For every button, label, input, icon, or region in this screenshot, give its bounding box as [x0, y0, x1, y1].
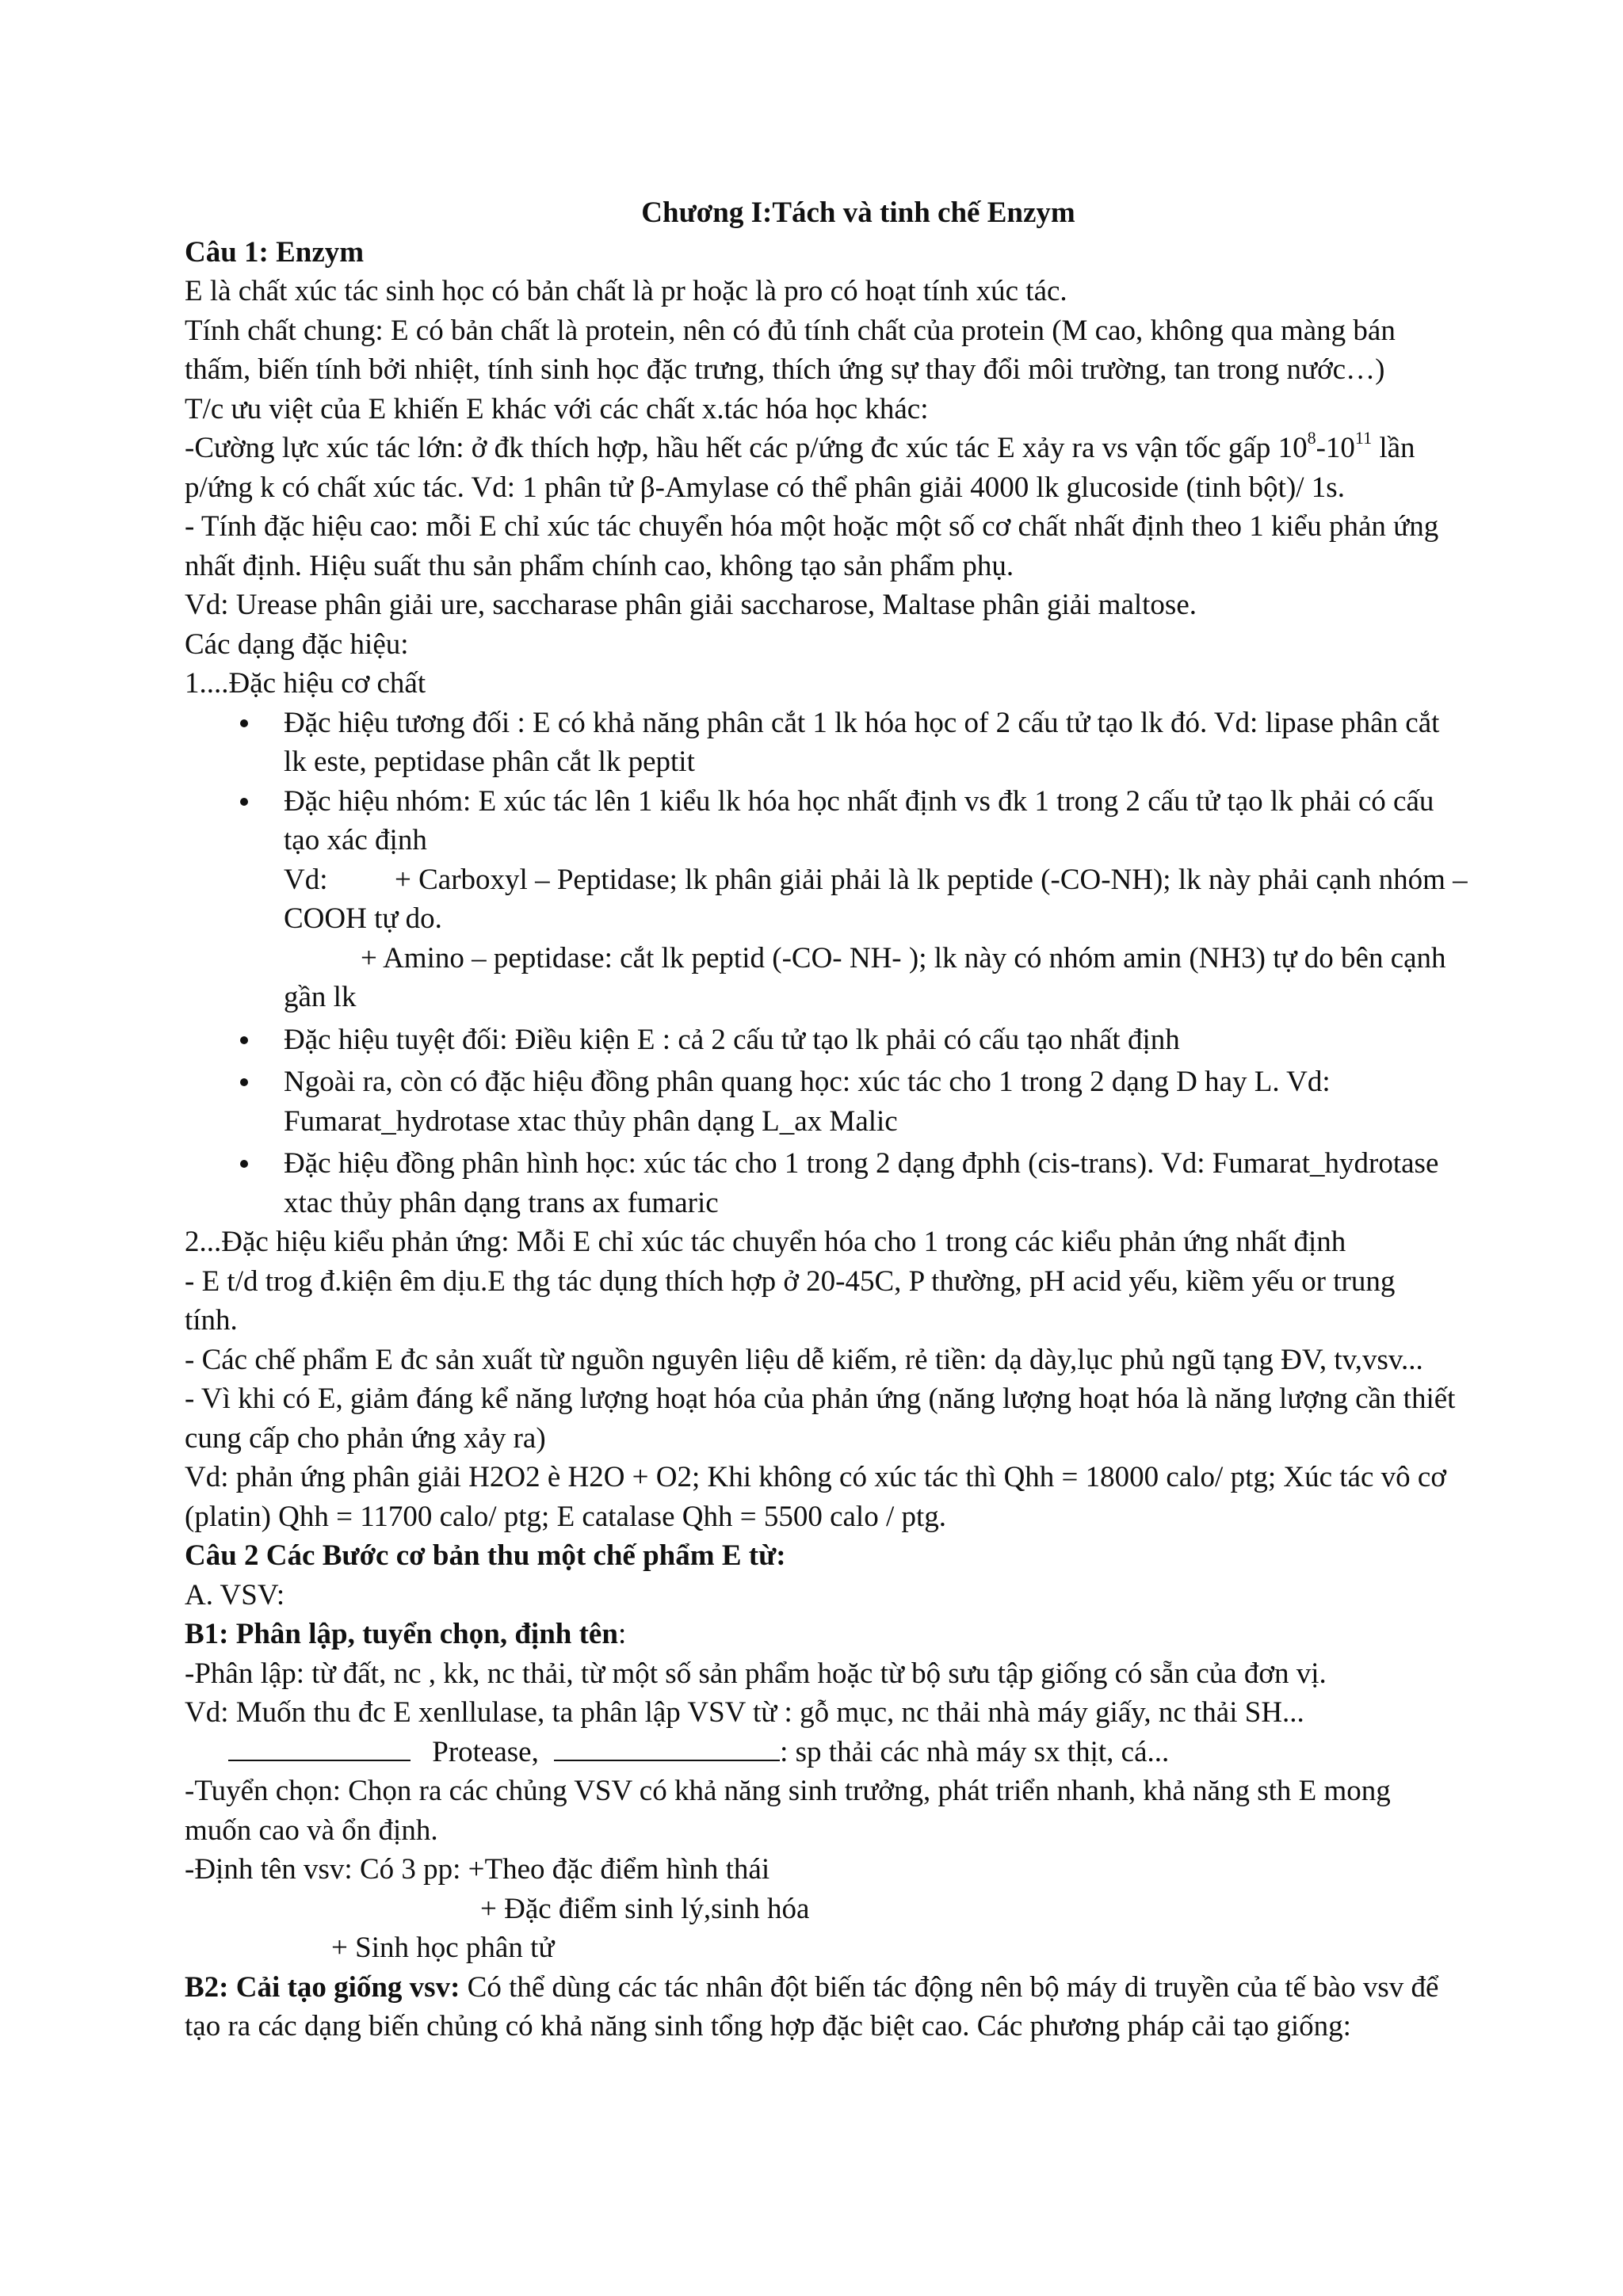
chapter-title: Chương I:Tách và tinh chế Enzym — [641, 196, 1075, 229]
bullet-dot-icon — [240, 798, 248, 806]
paragraph-h2o2-example-line1: Vd: phản ứng phân giải H2O2 è H2O + O2; Khi không có xúc tác thì Qhh = 18000 calo/ ptg; Xúc tác vô cơ — [185, 1461, 1446, 1493]
paragraph-isolation: -Phân lập: từ đất, nc , kk, nc thải, từ một số sản phẩm hoặc từ bộ sưu tập giống có sẵn của đơn vị. — [185, 1657, 1327, 1690]
step-b1-title: B1: Phân lập, tuyển chọn, định tên — [185, 1618, 618, 1650]
carboxyl-line1: + Carboxyl – Peptidase; lk phân giải phải là lk peptide (-CO-NH); lk này phải cạnh nhóm – — [395, 863, 1468, 896]
paragraph-urease-example: Vd: Urease phân giải ure, saccharase phân giải saccharose, Maltase phân giải maltose. — [185, 589, 1197, 621]
specificity-bullet-list — [185, 704, 1484, 1223]
paragraph-h2o2-example-line2: (platin) Qhh = 11700 calo/ ptg; E catalase Qhh = 5500 calo / ptg. — [185, 1500, 947, 1533]
document-body — [185, 193, 1484, 2046]
paragraph-selection-line2: muốn cao và ổn định. — [185, 1814, 438, 1847]
list-item-line1: Đặc hiệu nhóm: E xúc tác lên 1 kiểu lk hóa học nhất định vs đk 1 trong 2 cấu tử tạo lk phải có cấu — [284, 784, 1434, 818]
paragraph-selection-line1: -Tuyển chọn: Chọn ra các chủng VSV có khả năng sinh trưởng, phát triển nhanh, khả năng sth E mong — [185, 1775, 1391, 1807]
paragraph-reaction-specificity: 2...Đặc hiệu kiểu phản ứng: Mỗi E chỉ xúc tác chuyển hóa cho 1 trong các kiểu phản ứng nhất định — [185, 1226, 1346, 1258]
paragraph-catalytic-strength-line2: p/ứng k có chất xúc tác. Vd: 1 phân tử β-Amylase có thể phân giải 4000 lk glucoside (tinh bột)/ 1s. — [185, 471, 1345, 504]
list-item-group — [185, 782, 1484, 1017]
paragraph-specificity-line1: - Tính đặc hiệu cao: mỗi E chỉ xúc tác chuyển hóa một hoặc một số cơ chất nhất định theo 1 kiểu phản ứng — [185, 510, 1439, 543]
carboxyl-line2: COOH tự do. — [284, 902, 442, 935]
blank-underline — [228, 1736, 411, 1761]
example-label: Vd: — [284, 863, 328, 896]
list-item-absolute — [185, 1020, 1484, 1060]
paragraph-catalytic-strength-line1 — [185, 429, 1484, 468]
list-item-geometric — [185, 1144, 1484, 1222]
bullet-dot-icon — [240, 1160, 248, 1168]
step-b2-title: B2: Cải tạo giống vsv: — [185, 1970, 460, 2004]
paragraph-naming-line2: + Đặc điểm sinh lý,sinh hóa — [480, 1892, 810, 1925]
list-item-line1: Ngoài ra, còn có đặc hiệu đồng phân quang học: xúc tác cho 1 trong 2 dạng D hay L. Vd: — [284, 1066, 1331, 1098]
list-item-line2: tạo xác định — [284, 824, 427, 856]
step-b1-heading — [185, 1615, 1484, 1654]
paragraph-definition: E là chất xúc tác sinh học có bản chất là pr hoặc là pro có hoạt tính xúc tác. — [185, 275, 1067, 307]
bullet-dot-icon — [240, 719, 248, 727]
catalytic-text-c: lần — [1372, 432, 1415, 464]
paragraph-preparations: - Các chế phẩm E đc sản xuất từ nguồn nguyên liệu dễ kiếm, rẻ tiền: dạ dày,lục phủ ngũ tạng ĐV, tv,vsv... — [185, 1343, 1423, 1376]
step-b2-line1 — [185, 1968, 1484, 2008]
step-b1-colon: : — [617, 1618, 627, 1650]
bullet-dot-icon — [240, 1036, 248, 1044]
paragraph-properties-line1: Tính chất chung: E có bản chất là protein, nên có đủ tính chất của protein (M cao, không qua màng bán — [185, 314, 1396, 347]
paragraph-specificity-line2: nhất định. Hiệu suất thu sản phẩm chính cao, không tạo sản phẩm phụ. — [185, 549, 1014, 582]
paragraph-activation-energy-line1: - Vì khi có E, giảm đáng kể năng lượng hoạt hóa của phản ứng (năng lượng hoạt hóa là năng lượng cần thiết — [185, 1383, 1456, 1415]
list-item-line1: Đặc hiệu tương đối : E có khả năng phân cắt 1 lk hóa học of 2 cấu tử tạo lk đó. Vd: lipase phân cắt — [284, 706, 1440, 739]
paragraph-advantages: T/c ưu việt của E khiến E khác với các chất x.tác hóa học khác: — [185, 392, 929, 425]
list-item-line2: xtac thủy phân dạng trans ax fumaric — [284, 1186, 719, 1219]
paragraph-protease-fill — [185, 1733, 1484, 1772]
subsection-vsv: A. VSV: — [185, 1578, 285, 1611]
paragraph-xenllulase-example: Vd: Muốn thu đc E xenllulase, ta phân lập VSV từ : gỗ mục, nc thải nhà máy giấy, nc thải SH... — [185, 1696, 1304, 1729]
blank-underline — [554, 1736, 780, 1761]
amino-line1: + Amino – peptidase: cắt lk peptid (-CO- NH- ); lk này có nhóm amin (NH3) tự do bên cạnh — [361, 941, 1446, 974]
step-b2-line2: tạo ra các dạng biến chủng có khả năng sinh tổng hợp đặc biệt cao. Các phương pháp cải tạo giống: — [185, 2010, 1351, 2042]
section-heading-cau2: Câu 2 Các Bước cơ bản thu một chế phẩm E từ: — [185, 1539, 786, 1572]
list-item-relative — [185, 704, 1484, 782]
amino-line2: gần lk — [284, 981, 357, 1013]
example-row-carboxyl — [284, 860, 1484, 900]
paragraph-substrate-specificity: 1....Đặc hiệu cơ chất — [185, 667, 426, 700]
paragraph-naming-line1: -Định tên vsv: Có 3 pp: +Theo đặc điểm hình thái — [185, 1853, 770, 1886]
paragraph-mild-conditions-line2: tính. — [185, 1304, 238, 1337]
paragraph-activation-energy-line2: cung cấp cho phản ứng xảy ra) — [185, 1421, 546, 1455]
paragraph-mild-conditions-line1: - E t/d trog đ.kiện êm dịu.E thg tác dụng thích hợp ở 20-45C, P thường, pH acid yếu, kiềm yếu or trung — [185, 1264, 1396, 1298]
list-item-line2: lk este, peptidase phân cắt lk peptit — [284, 746, 695, 778]
list-item-line1: Đặc hiệu tuyệt đối: Điều kiện E : cả 2 cấu tử tạo lk phải có cấu tạo nhất định — [284, 1023, 1180, 1056]
protease-label: Protease, — [432, 1735, 539, 1768]
catalytic-text-b: -10 — [1316, 432, 1355, 464]
list-item-line2: Fumarat_hydrotase xtac thủy phân dạng L_ax Malic — [284, 1104, 898, 1138]
catalytic-text-a: -Cường lực xúc tác lớn: ở đk thích hợp, hầu hết các p/ứng đc xúc tác E xảy ra vs vận tốc gấp 10 — [185, 432, 1308, 464]
list-item-line1: Đặc hiệu đồng phân hình học: xúc tác cho 1 trong 2 dạng đphh (cis-trans). Vd: Fumarat_hydrotase — [284, 1147, 1439, 1180]
step-b2-text: Có thể dùng các tác nhân đột biến tác động nên bộ máy di truyền của tế bào vsv để — [460, 1970, 1439, 2004]
paragraph-naming-line3: + Sinh học phân tử — [331, 1932, 555, 1964]
protease-source: : sp thải các nhà máy sx thịt, cá... — [780, 1735, 1170, 1768]
paragraph-properties-line2: thấm, biến tính bởi nhiệt, tính sinh học đặc trưng, thích ứng sự thay đổi môi trường, tan trong nước…) — [185, 353, 1385, 386]
exponent-11: 11 — [1354, 427, 1373, 448]
exponent-8: 8 — [1307, 427, 1316, 448]
list-item-optical — [185, 1062, 1484, 1141]
paragraph-specificity-types: Các dạng đặc hiệu: — [185, 627, 409, 661]
section-heading-cau1: Câu 1: Enzym — [185, 235, 365, 269]
bullet-dot-icon — [240, 1078, 248, 1086]
